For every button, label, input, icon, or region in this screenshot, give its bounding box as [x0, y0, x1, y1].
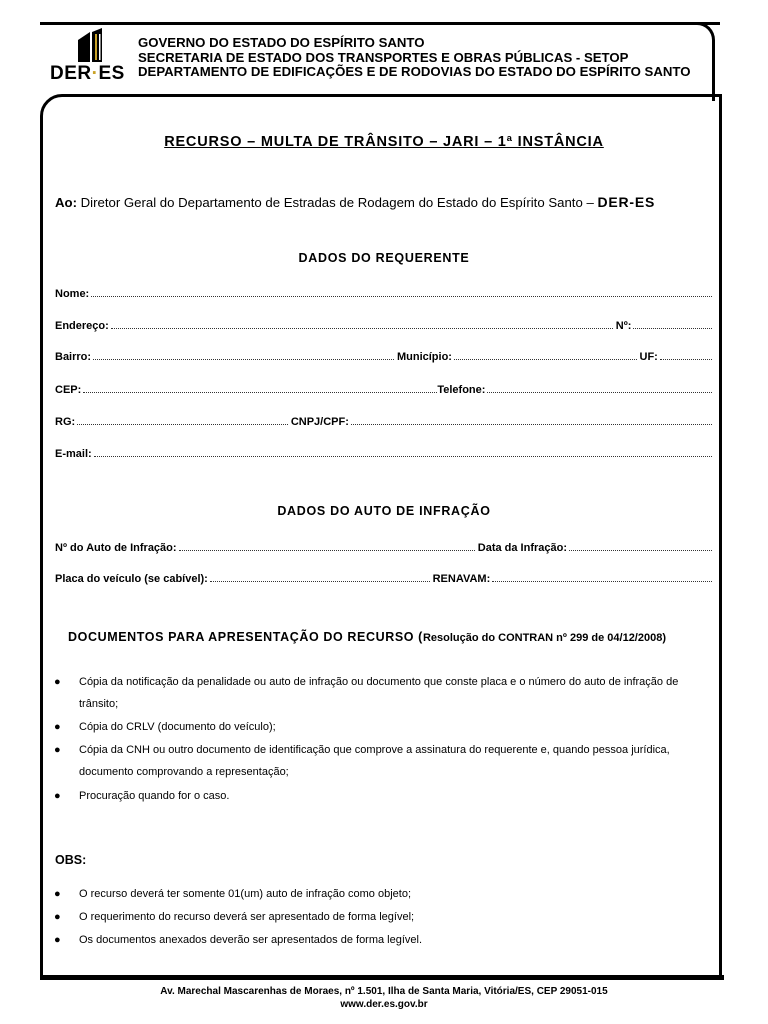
cnpj-line[interactable] [351, 424, 712, 425]
bullet-icon: ● [54, 790, 61, 802]
obs-item: ● O requerimento do recurso deverá ser apresentado de forma legível; [54, 906, 714, 928]
document-title: RECURSO – MULTA DE TRÂNSITO – JARI – 1ª INSTÂNCIA [164, 134, 604, 150]
footer-address: Av. Marechal Mascarenhas de Moraes, nº 1.501, Ilha de Santa Maria, Vitória/ES, CEP 29051-015 [160, 986, 608, 997]
field-nome[interactable]: Nome: [55, 284, 712, 300]
municipio-line[interactable] [454, 359, 637, 360]
list-item: ● Cópia da notificação da penalidade ou auto de infração ou documento que conste placa e o número do auto de infração de trânsito; [54, 671, 714, 715]
uf-line[interactable] [660, 359, 712, 360]
header-line-1: GOVERNO DO ESTADO DO ESPÍRITO SANTO [138, 35, 425, 50]
obs-item: ● O recurso deverá ter somente 01(um) auto de infração como objeto; [54, 883, 714, 905]
endereco-line[interactable] [111, 328, 613, 329]
telefone-line[interactable] [487, 392, 712, 393]
field-bairro-municipio-uf[interactable]: Bairro: Município: UF: [55, 347, 712, 363]
nome-line[interactable] [91, 296, 712, 297]
field-cep-telefone[interactable]: CEP: Telefone: [55, 380, 712, 396]
main-frame [40, 94, 722, 978]
placa-line[interactable] [210, 581, 430, 582]
list-item: ● Cópia do CRLV (documento do veículo); [54, 716, 714, 738]
bullet-icon: ● [54, 744, 61, 756]
obs-item: ● Os documentos anexados deverão ser apresentados de forma legível. [54, 929, 714, 951]
header-text [138, 36, 690, 80]
renavam-line[interactable] [492, 581, 712, 582]
rg-line[interactable] [77, 424, 288, 425]
numero-auto-line[interactable] [179, 550, 475, 551]
field-placa-renavam[interactable]: Placa do veículo (se cabível): RENAVAM: [55, 569, 712, 585]
bullet-icon: ● [54, 934, 61, 946]
section-title-requerente: DADOS DO REQUERENTE [298, 251, 470, 265]
list-item: ● Cópia da CNH ou outro documento de identificação que comprove a assinatura do requerente e, quando pessoa jurídica, documento comprovando a representação; [54, 739, 714, 783]
field-email[interactable]: E-mail: [55, 444, 712, 460]
list-item: ● Procuração quando for o caso. [54, 785, 714, 807]
header-line-2: SECRETARIA DE ESTADO DOS TRANSPORTES E OBRAS PÚBLICAS - SETOP [138, 49, 629, 65]
numero-line[interactable] [633, 328, 712, 329]
header-line-3: DEPARTAMENTO DE EDIFICAÇÕES E DE RODOVIAS DO ESTADO DO ESPÍRITO SANTO [138, 64, 691, 79]
field-endereco[interactable]: Endereço: Nº: [55, 316, 712, 332]
data-infracao-line[interactable] [569, 550, 712, 551]
email-line[interactable] [94, 456, 712, 457]
section-title-auto: DADOS DO AUTO DE INFRAÇÃO [277, 504, 491, 518]
field-auto-data[interactable]: Nº do Auto de Infração: Data da Infração: [55, 538, 712, 554]
building-icon [78, 28, 118, 62]
field-rg-cnpj[interactable]: RG: CNPJ/CPF: [55, 412, 712, 428]
bairro-line[interactable] [93, 359, 394, 360]
cep-line[interactable] [83, 392, 437, 393]
footer-website[interactable]: www.der.es.gov.br [340, 999, 428, 1010]
bottom-rule [40, 975, 724, 980]
logo-wordmark: DER·ES [50, 63, 125, 84]
section-title-documentos: DOCUMENTOS PARA APRESENTAÇÃO DO RECURSO (Resolução do CONTRAN nº 299 de 04/12/2008) [68, 630, 666, 644]
bullet-icon: ● [54, 911, 61, 923]
obs-heading: OBS: [55, 853, 87, 867]
bullet-icon: ● [54, 676, 61, 688]
bullet-icon: ● [54, 721, 61, 733]
bullet-icon: ● [54, 888, 61, 900]
addressee: Ao: Diretor Geral do Departamento de Estradas de Rodagem do Estado do Espírito Santo – DER-ES [55, 194, 656, 210]
